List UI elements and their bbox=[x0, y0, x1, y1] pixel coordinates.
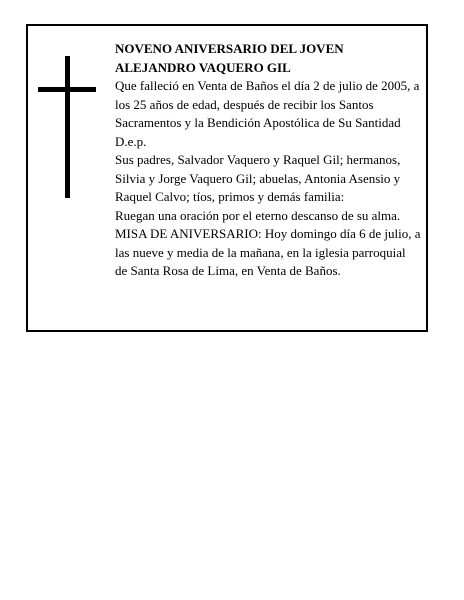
notice-title-line-1: NOVENO ANIVERSARIO DEL JOVEN bbox=[115, 41, 344, 56]
cross-vertical-bar bbox=[65, 56, 70, 198]
prayer-request: Ruegan una oración por el eterno descanso de su alma. bbox=[115, 207, 401, 223]
death-info: Que falleció en Venta de Baños el día 2 de julio de 2005, a los 25 años de edad, después de recibir los Santos Sacramentos y la Bendición Apostólica de Su Santidad bbox=[115, 78, 420, 130]
mass-announcement: MISA DE ANIVERSARIO: Hoy domingo día 6 de julio, a las nueve y media de la mañana, en la iglesia parroquial de Santa Rosa de Lima, en Venta de Baños. bbox=[115, 226, 421, 278]
family-list: Sus padres, Salvador Vaquero y Raquel Gil; hermanos, Silvia y Jorge Vaquero Gil; abuelas, Antonia Asensio y Raquel Calvo; tíos, primos y demás familia: bbox=[115, 152, 401, 204]
obituary-notice bbox=[26, 24, 428, 332]
notice-title-line-2: ALEJANDRO VAQUERO GIL bbox=[115, 59, 291, 75]
cross-horizontal-bar bbox=[38, 87, 96, 92]
rip-text: D.e.p. bbox=[115, 133, 147, 149]
cross-icon bbox=[38, 56, 96, 198]
notice-text bbox=[115, 40, 421, 281]
